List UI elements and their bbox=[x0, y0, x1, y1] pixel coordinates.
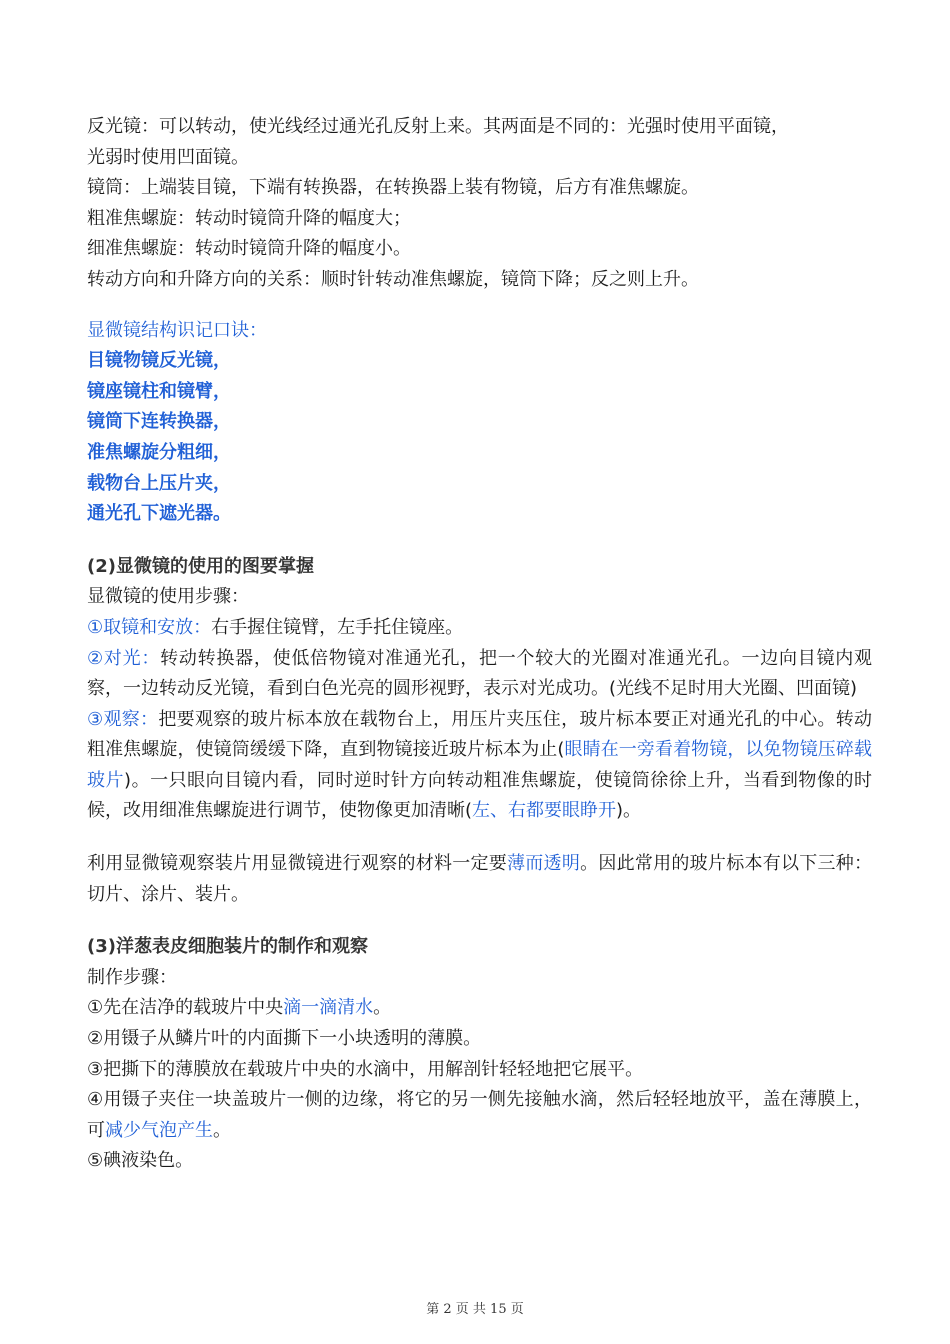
step-text: 右手握住镜臂，左手托住镜座。 bbox=[211, 616, 464, 638]
document-body bbox=[87, 112, 872, 1177]
mnemonic-line: 准焦螺旋分粗细， bbox=[87, 441, 231, 463]
highlight-text: 滴一滴清水 bbox=[283, 997, 374, 1019]
text-line: 转动方向和升降方向的关系：顺时针转动准焦螺旋，镜筒下降；反之则上升。 bbox=[87, 268, 699, 290]
step-3: ③把撕下的薄膜放在载玻片中央的水滴中，用解剖针轻轻地把它展平。 bbox=[87, 1058, 644, 1080]
step-text: 。 bbox=[373, 997, 392, 1019]
paragraph-text: 利用显微镜观察装片用显微镜进行观察的材料一定要 bbox=[87, 853, 508, 875]
mnemonic-line: 通光孔下遮光器。 bbox=[87, 503, 231, 525]
section-structure bbox=[87, 112, 872, 296]
step-2 bbox=[87, 644, 872, 705]
step-1 bbox=[87, 613, 872, 644]
step-2: ②用镊子从鳞片叶的内面撕下一小块透明的薄膜。 bbox=[87, 1028, 482, 1050]
step-text: ④用镊子夹住一块盖玻片一侧的边缘，将它的另一侧先接触水滴，然后轻轻地放平，盖在薄膜上，可 bbox=[87, 1089, 872, 1141]
step-5: ⑤碘液染色。 bbox=[87, 1150, 194, 1172]
mnemonic-block bbox=[87, 316, 872, 530]
text-line: 细准焦螺旋：转动时镜筒升降的幅度小。 bbox=[87, 238, 411, 260]
mnemonic-line: 镜筒下连转换器， bbox=[87, 411, 231, 433]
text-line: 光弱时使用凹面镜。 bbox=[87, 146, 249, 168]
step-text: )。 bbox=[616, 800, 642, 822]
step-label: ③观察： bbox=[87, 708, 159, 730]
text-line: 反光镜：可以转动，使光线经过通光孔反射上来。其两面是不同的：光强时使用平面镜， bbox=[87, 116, 789, 137]
step-label: ②对光： bbox=[87, 647, 161, 669]
section-heading: (3)洋葱表皮细胞装片的制作和观察 bbox=[87, 936, 368, 958]
page-footer: 第 2 页 共 15 页 bbox=[426, 1302, 524, 1317]
section-intro: 显微镜的使用步骤： bbox=[87, 586, 249, 608]
paragraph-text: 。因此常用的玻片标本有以下三种：切片、涂片、装片。 bbox=[87, 853, 873, 905]
mnemonic-title: 显微镜结构识记口诀： bbox=[87, 319, 267, 341]
text-line: 粗准焦螺旋：转动时镜筒升降的幅度大； bbox=[87, 207, 411, 229]
step-text: ①先在洁净的载玻片中央 bbox=[87, 997, 284, 1019]
highlight-text: 眼睛在一旁看着物镜，以免物镜压碎载玻片 bbox=[87, 739, 872, 791]
step-label: ①取镜和安放： bbox=[87, 616, 212, 638]
step-text: 。 bbox=[213, 1119, 231, 1141]
highlight-text: 减少气泡产生 bbox=[105, 1119, 213, 1141]
step-text: )。一只眼向目镜内看，同时逆时针方向转动粗准焦螺旋，使镜筒徐徐上升，当看到物像的时候，改用细准焦螺旋进行调节，使物像更加清晰( bbox=[87, 769, 872, 822]
mnemonic-line: 镜座镜柱和镜臂， bbox=[87, 380, 231, 402]
section-usage bbox=[87, 552, 872, 827]
step-1 bbox=[87, 993, 872, 1024]
materials-paragraph bbox=[87, 849, 872, 910]
step-text: 把要观察的玻片标本放在载物台上，用压片夹压住，玻片标本要正对通光孔的中心。转动粗准焦螺旋，使镜筒缓缓下降，直到物镜接近玻片标本为止( bbox=[87, 708, 873, 761]
section-heading: (2)显微镜的使用的图要掌握 bbox=[87, 555, 314, 577]
step-text: 转动转换器，使低倍物镜对准通光孔，把一个较大的光圈对准通光孔。一边向目镜内观察，一边转动反光镜，看到白色光亮的圆形视野，表示对光成功。(光线不足时用大光圈、凹面镜) bbox=[87, 647, 873, 700]
highlight-text: 左、右都要眼睁开 bbox=[472, 800, 617, 822]
text-line: 镜筒：上端装目镜，下端有转换器，在转换器上装有物镜，后方有准焦螺旋。 bbox=[87, 177, 699, 199]
mnemonic-line: 目镜物镜反光镜， bbox=[87, 350, 231, 372]
highlight-text: 薄而透明 bbox=[507, 853, 581, 875]
section-onion-slide bbox=[87, 932, 872, 1177]
step-4 bbox=[87, 1085, 872, 1146]
mnemonic-line: 载物台上压片夹， bbox=[87, 472, 231, 494]
section-intro: 制作步骤： bbox=[87, 966, 177, 988]
step-3 bbox=[87, 705, 872, 827]
